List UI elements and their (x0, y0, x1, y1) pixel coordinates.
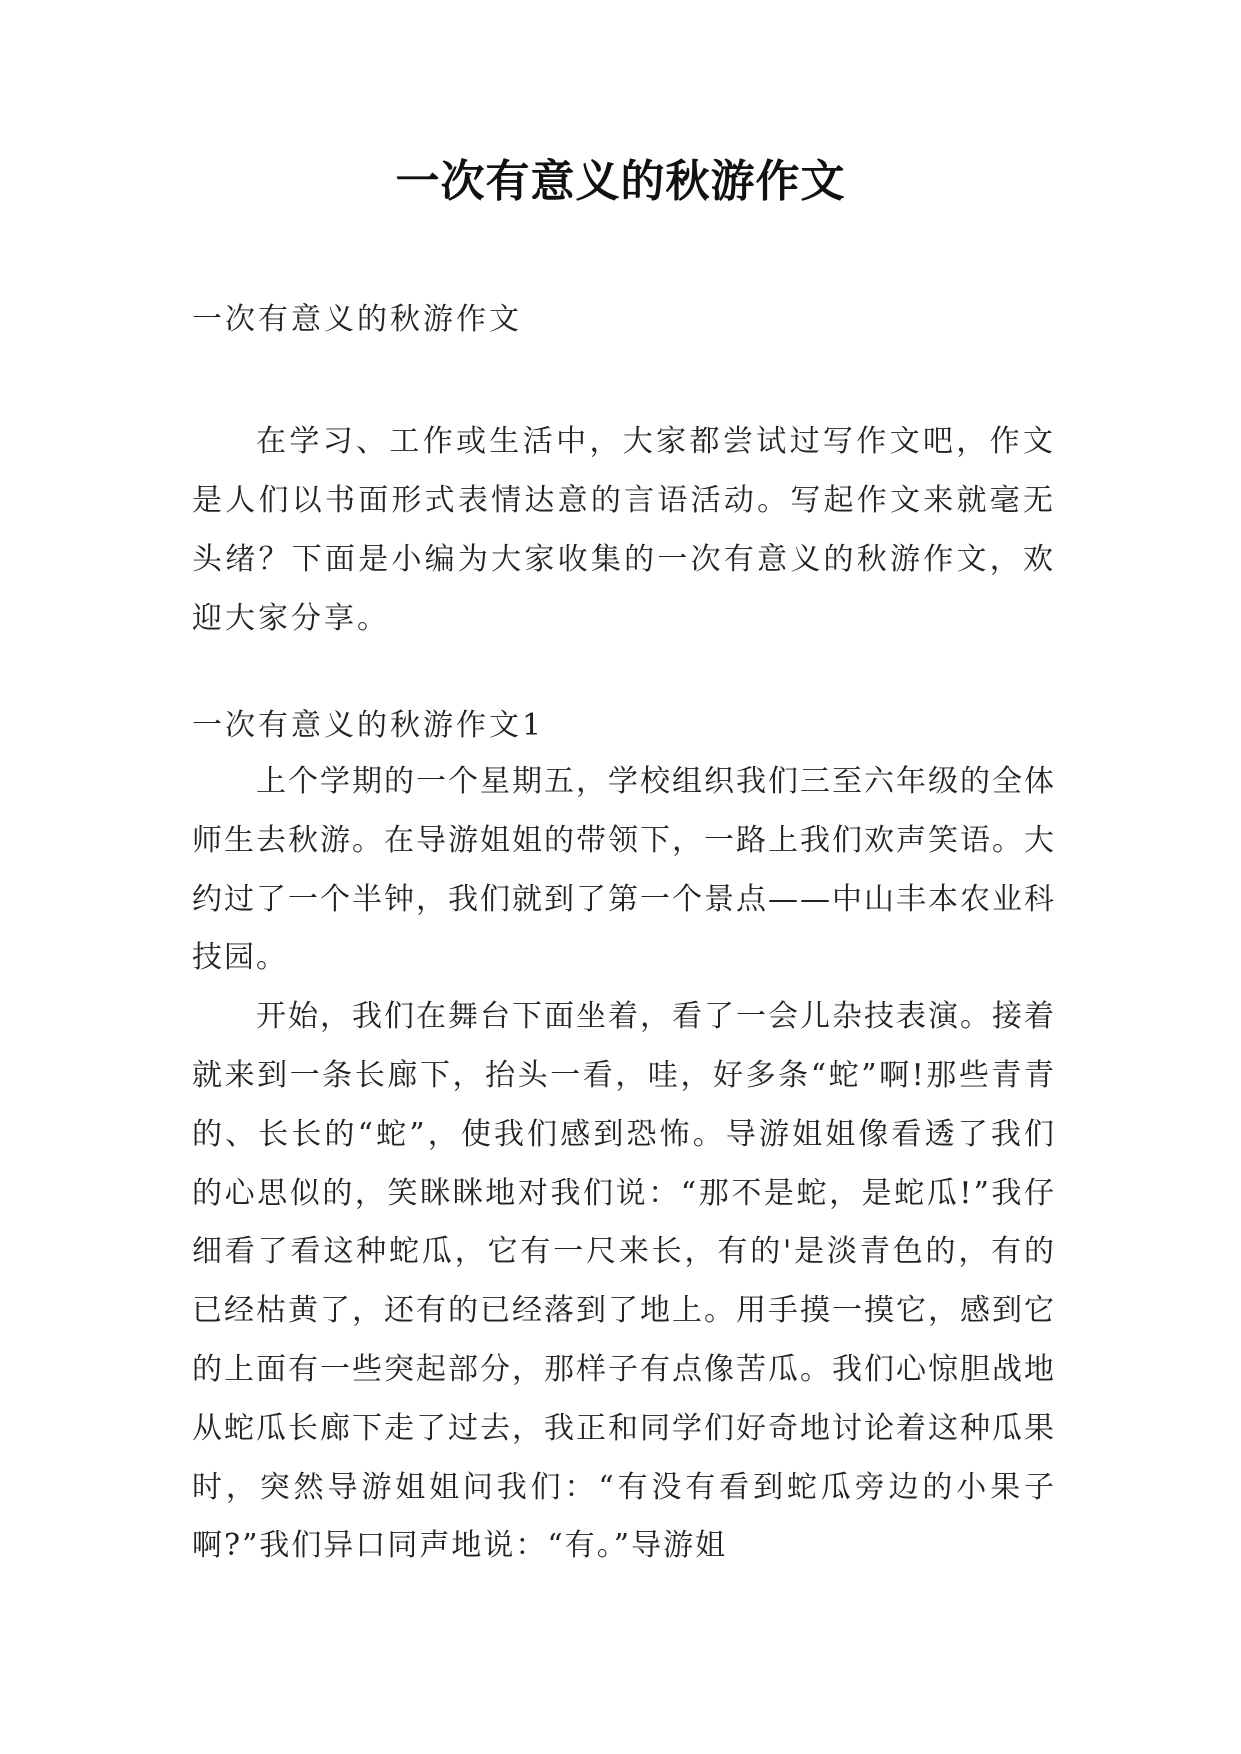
section-heading: 一次有意义的秋游作文1 (192, 708, 545, 743)
essay-paragraph-2: 开始，我们在舞台下面坐着，看了一会儿杂技表演。接着就来到一条长廊下，抬头一看，哇，好多条“蛇”啊!那些青青的、长长的“蛇”，使我们感到恐怖。导游姐姐像看透了我们的心思似的，笑眯眯地对我们说：“那不是蛇，是蛇瓜!”我仔细看了看这种蛇瓜，它有一尺来长，有的'是淡青色的，有的已经枯黄了，还有的已经落到了地上。用手摸一摸它，感到它的上面有一些突起部分，那样子有点像苦瓜。我们心惊胆战地从蛇瓜长廊下走了过去，我正和同学们好奇地讨论着这种瓜果时，突然导游姐姐问我们：“有没有看到蛇瓜旁边的小果子啊?”我们异口同声地说：“有。”导游姐 (192, 999, 1056, 1564)
intro-paragraph: 在学习、工作或生活中，大家都尝试过写作文吧，作文是人们以书面形式表情达意的言语活动。写起作文来就毫无头绪？下面是小编为大家收集的一次有意义的秋游作文，欢迎大家分享。 (192, 424, 1056, 636)
document-subtitle: 一次有意义的秋游作文 (192, 302, 522, 337)
essay-paragraph-1: 上个学期的一个星期五，学校组织我们三至六年级的全体师生去秋游。在导游姐姐的带领下，一路上我们欢声笑语。大约过了一个半钟，我们就到了第一个景点——中山丰本农业科技园。 (192, 764, 1056, 976)
essay-body (192, 753, 1056, 1576)
document-title: 一次有意义的秋游作文 (395, 156, 846, 207)
